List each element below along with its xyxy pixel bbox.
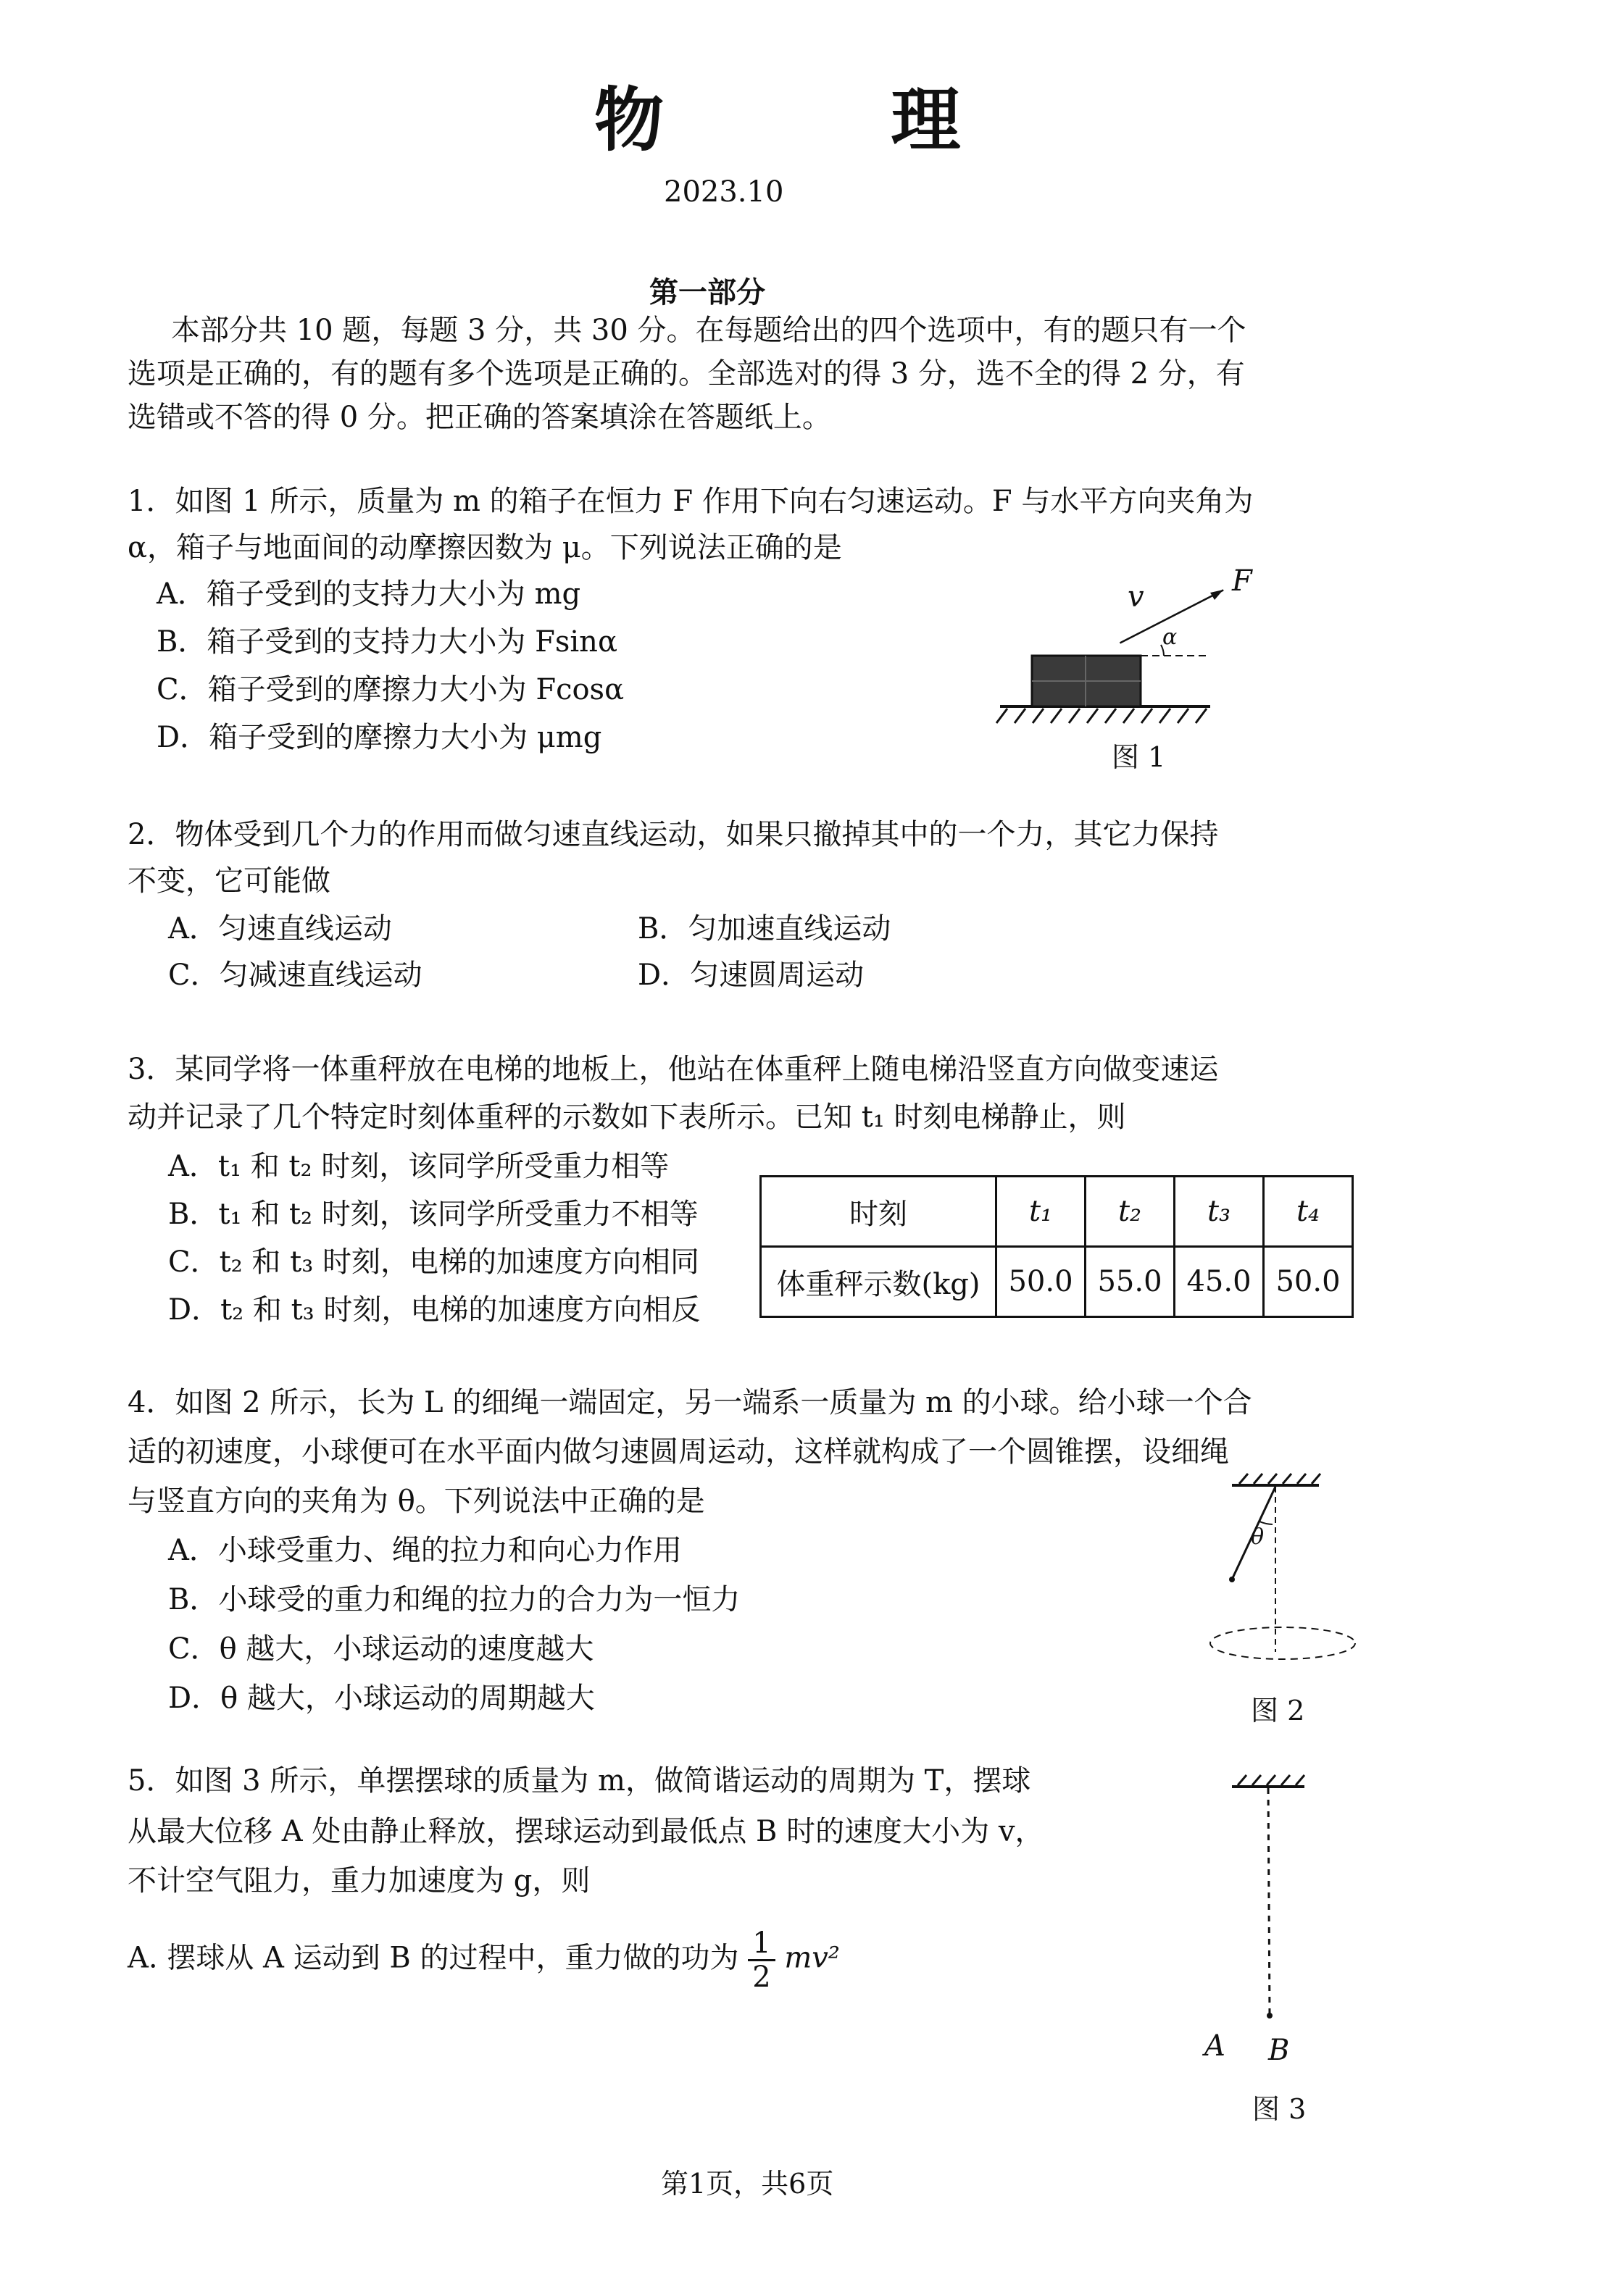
table-header-reading: 体重秤示数(kg) [761, 1247, 996, 1317]
q5-option-a-formula: mv² [784, 1941, 840, 1975]
q2-option-b: B．匀加速直线运动 [638, 912, 891, 945]
exam-date: 2023.10 [664, 175, 784, 209]
table-cell: t₁ [996, 1177, 1086, 1247]
instruction-line: 本部分共 10 题，每题 3 分，共 30 分。在每题给出的四个选项中，有的题只有一个 [171, 314, 1246, 347]
figure-3-pendulum [1203, 1768, 1377, 2043]
point-a-label: A [1204, 2029, 1225, 2063]
table-cell: 50.0 [996, 1247, 1086, 1317]
figure-1-box-diagram [993, 565, 1225, 775]
table-cell: 55.0 [1086, 1247, 1175, 1317]
q4-option-b: B．小球受的重力和绳的拉力的合力为一恒力 [168, 1583, 741, 1616]
q1-stem: α，箱子与地面间的动摩擦因数为 μ。下列说法正确的是 [128, 531, 842, 564]
q4-stem: 4．如图 2 所示，长为 L 的细绳一端固定，另一端系一质量为 m 的小球。给小球一个合 [128, 1386, 1252, 1419]
q2-option-d: D．匀速圆周运动 [638, 959, 865, 992]
page-footer: 第1页，共6页 [661, 2168, 834, 2200]
fraction-numerator: 1 [748, 1927, 775, 1961]
scale-readings-table [759, 1175, 1354, 1318]
q3-option-a: A．t₁ 和 t₂ 时刻，该同学所受重力相等 [168, 1150, 670, 1183]
q3-stem: 动并记录了几个特定时刻体重秤的示数如下表所示。已知 t₁ 时刻电梯静止，则 [128, 1101, 1126, 1134]
q1-option-c: C．箱子受到的摩擦力大小为 Fcosα [157, 673, 625, 706]
q3-stem: 3．某同学将一体重秤放在电梯的地板上，他站在体重秤上随电梯沿竖直方向做变速运 [128, 1053, 1219, 1086]
force-label: F [1232, 564, 1252, 598]
table-cell: t₂ [1086, 1177, 1175, 1247]
q4-option-c: C．θ 越大，小球运动的速度越大 [168, 1632, 594, 1666]
angle-alpha-label: α [1162, 625, 1178, 650]
angle-theta-label: θ [1251, 1524, 1265, 1550]
figure-3-caption: 图 3 [1252, 2093, 1307, 2125]
q1-option-b: B．箱子受到的支持力大小为 Fsinα [157, 625, 617, 659]
q1-option-a: A．箱子受到的支持力大小为 mg [157, 577, 581, 611]
q4-stem: 与竖直方向的夹角为 θ。下列说法中正确的是 [128, 1485, 705, 1518]
part-heading: 第一部分 [649, 275, 765, 309]
q5-stem: 不计空气阻力，重力加速度为 g，则 [128, 1864, 591, 1898]
velocity-label: v [1128, 580, 1144, 614]
q1-option-d: D．箱子受到的摩擦力大小为 μmg [157, 721, 602, 754]
q5-option-a-text: A. 摆球从 A 运动到 B 的过程中，重力做的功为 [128, 1941, 739, 1975]
q4-option-a: A．小球受重力、绳的拉力和向心力作用 [168, 1534, 682, 1567]
figure-1-caption: 图 1 [1112, 741, 1166, 773]
point-b-label: B [1268, 2034, 1290, 2067]
q4-stem: 适的初速度，小球便可在水平面内做匀速圆周运动，这样就构成了一个圆锥摆，设细绳 [128, 1435, 1229, 1469]
q1-stem: 1．如图 1 所示，质量为 m 的箱子在恒力 F 作用下向右匀速运动。F 与水平方向夹角为 [128, 485, 1254, 518]
page-title: 物 理 [594, 79, 1062, 161]
q5-stem: 5．如图 3 所示，单摆摆球的质量为 m，做简谐运动的周期为 T，摆球 [128, 1764, 1031, 1798]
q2-option-c: C．匀减速直线运动 [168, 959, 422, 992]
table-row [761, 1177, 1353, 1247]
q2-stem: 2．物体受到几个力的作用而做匀速直线运动，如果只撤掉其中的一个力，其它力保持 [128, 818, 1219, 851]
q3-option-b: B．t₁ 和 t₂ 时刻，该同学所受重力不相等 [168, 1198, 699, 1231]
q5-option-a [128, 1927, 840, 1993]
q3-option-d: D．t₂ 和 t₃ 时刻，电梯的加速度方向相反 [168, 1293, 701, 1327]
table-cell: 45.0 [1175, 1247, 1264, 1317]
pendulum-string [1268, 1788, 1270, 2014]
fraction [748, 1927, 775, 1993]
q5-stem: 从最大位移 A 处由静止释放，摆球运动到最低点 B 时的速度大小为 v， [128, 1815, 1044, 1848]
table-cell: 50.0 [1264, 1247, 1353, 1317]
fraction-denominator: 2 [752, 1961, 771, 1994]
q2-option-a: A．匀速直线运动 [168, 912, 392, 945]
q4-option-d: D．θ 越大，小球运动的周期越大 [168, 1682, 595, 1715]
table-cell: t₃ [1175, 1177, 1264, 1247]
figure-2-conical-pendulum [1203, 1471, 1391, 1681]
q3-option-c: C．t₂ 和 t₃ 时刻，电梯的加速度方向相同 [168, 1245, 699, 1279]
instruction-line: 选错或不答的得 0 分。把正确的答案填涂在答题纸上。 [128, 401, 831, 434]
table-header-time: 时刻 [761, 1177, 996, 1247]
table-row [761, 1247, 1353, 1317]
q2-stem: 不变，它可能做 [128, 864, 330, 898]
figure-2-caption: 图 2 [1251, 1695, 1305, 1727]
table-cell: t₄ [1264, 1177, 1353, 1247]
instruction-line: 选项是正确的，有的题有多个选项是正确的。全部选对的得 3 分，选不全的得 2 分，有 [128, 357, 1245, 391]
